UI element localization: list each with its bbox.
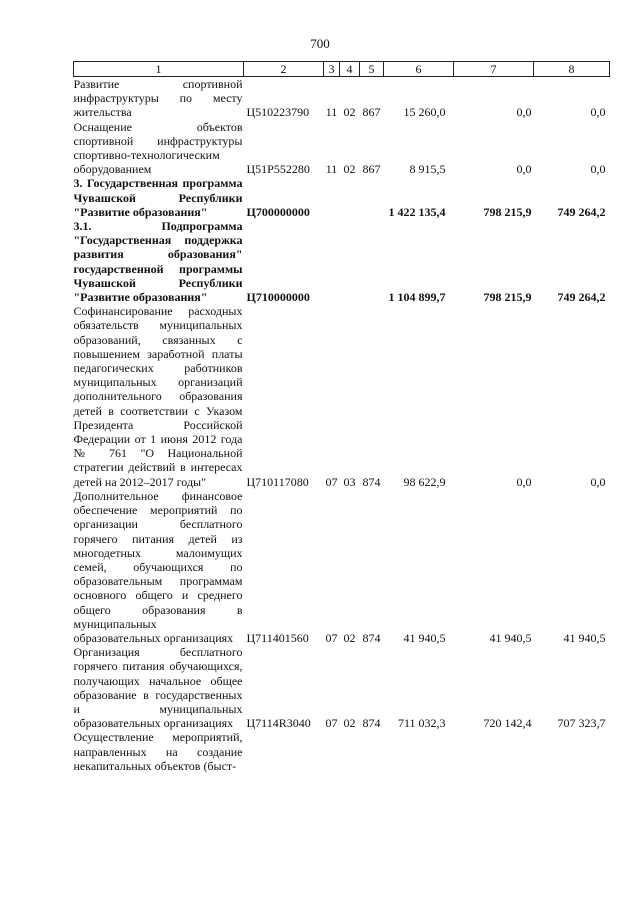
header-col-4: 4	[340, 62, 360, 77]
row-section: 07	[325, 716, 338, 731]
row-name: Развитие спортивной инфраструктуры по месту жительства	[73, 77, 243, 120]
row-amount-1: 1 104 899,7	[388, 290, 446, 305]
row-amount-2: 41 940,5	[489, 630, 532, 645]
row-name: 3. Государственная программа Чувашской Республики "Развитие образования"	[73, 176, 243, 219]
row-subsection	[340, 176, 360, 219]
header-col-1: 1	[74, 62, 244, 77]
row-subsection	[340, 730, 360, 773]
table-row	[74, 77, 610, 120]
row-code: Ц700000000	[246, 204, 310, 219]
row-amount-2	[454, 730, 534, 773]
table-row	[74, 304, 610, 489]
row-section	[324, 176, 340, 219]
row-subsection: 02	[343, 716, 356, 731]
row-name: Организация бесплатного горячего питания обучающихся, получающих начальное общее образование в государственных и муниципальных образовательных организациях	[73, 645, 243, 731]
row-name: Осуществление мероприятий, направленных на создание некапитальных объектов (быст-	[73, 730, 243, 773]
row-name: Оснащение объектов спортивной инфраструктуры спортивно-технологическим оборудованием	[73, 119, 243, 177]
row-subsection: 03	[343, 474, 356, 489]
header-col-8: 8	[534, 62, 610, 77]
row-amount-1	[384, 730, 454, 773]
table-row	[74, 120, 610, 177]
row-amount-2: 798 215,9	[483, 204, 532, 219]
row-expense-type	[360, 730, 384, 773]
row-subsection: 02	[343, 105, 356, 120]
row-section: 11	[325, 162, 338, 177]
row-expense-type: 874	[362, 630, 381, 645]
header-col-3: 3	[324, 62, 340, 77]
row-amount-3: 749 264,2	[557, 290, 606, 305]
row-amount-1: 41 940,5	[403, 630, 446, 645]
row-code	[244, 730, 324, 773]
row-amount-1: 98 622,9	[403, 474, 446, 489]
row-name: Дополнительное финансовое обеспечение мероприятий по организации бесплатного горячего питания детей из многодетных малоимущих семей, обучающихся по образовательным программам основного общего и среднего общего образования в муниципальных образовательных организациях	[73, 488, 243, 645]
row-section: 11	[325, 105, 338, 120]
row-section: 07	[325, 474, 338, 489]
row-subsection	[340, 219, 360, 304]
row-amount-2: 798 215,9	[483, 290, 532, 305]
table-row	[74, 489, 610, 645]
row-amount-2: 0,0	[516, 474, 532, 489]
header-col-7: 7	[454, 62, 534, 77]
row-code: Ц51P552280	[246, 162, 310, 177]
row-expense-type	[360, 176, 384, 219]
page-number: 700	[310, 36, 330, 51]
row-amount-3: 41 940,5	[563, 630, 606, 645]
row-amount-3: 749 264,2	[557, 204, 606, 219]
row-section: 07	[325, 630, 338, 645]
header-col-2: 2	[244, 62, 324, 77]
row-code: Ц710000000	[246, 290, 310, 305]
header-col-5: 5	[360, 62, 384, 77]
row-expense-type: 874	[362, 716, 381, 731]
row-amount-2: 0,0	[516, 105, 532, 120]
table-row	[74, 219, 610, 304]
row-code: Ц710117080	[246, 474, 309, 489]
row-expense-type: 867	[362, 162, 381, 177]
row-code: Ц510223790	[246, 105, 310, 120]
row-subsection: 02	[343, 162, 356, 177]
budget-table	[73, 61, 610, 773]
row-expense-type: 867	[362, 105, 381, 120]
header-col-6: 6	[384, 62, 454, 77]
row-section	[324, 219, 340, 304]
row-amount-1: 15 260,0	[403, 105, 446, 120]
table-row	[74, 645, 610, 730]
row-expense-type: 874	[362, 474, 381, 489]
row-amount-1: 1 422 135,4	[388, 204, 446, 219]
row-amount-1: 711 032,3	[397, 716, 446, 731]
row-subsection: 02	[343, 630, 356, 645]
header-row	[74, 62, 610, 77]
row-amount-2: 0,0	[516, 162, 532, 177]
row-name: Софинансирование расходных обязательств муниципальных образований, связанных с повышением заработной платы педагогических работников муниципальных организаций дополнительного образования детей в соответствии с Указом Президента Российской Федерации от 1 июня 2012 года № 761 "О Национальной стратегии действий в интересах детей на 2012–2017 годы"	[73, 304, 243, 489]
row-amount-3: 707 323,7	[557, 716, 606, 731]
row-amount-3: 0,0	[590, 162, 606, 177]
row-amount-3: 0,0	[590, 105, 606, 120]
row-code: Ц7114R3040	[246, 716, 311, 731]
table-row	[74, 176, 610, 219]
row-amount-3	[534, 730, 610, 773]
row-section	[324, 730, 340, 773]
row-amount-1: 8 915,5	[409, 162, 446, 177]
row-name: 3.1. Подпрограмма "Государственная поддержка развития образования" государственной программы Чувашской Республики "Развитие образования"	[73, 219, 243, 305]
row-code: Ц711401560	[246, 630, 309, 645]
table-row	[74, 730, 610, 773]
row-amount-3: 0,0	[590, 474, 606, 489]
row-amount-2: 720 142,4	[483, 716, 532, 731]
row-expense-type	[360, 219, 384, 304]
